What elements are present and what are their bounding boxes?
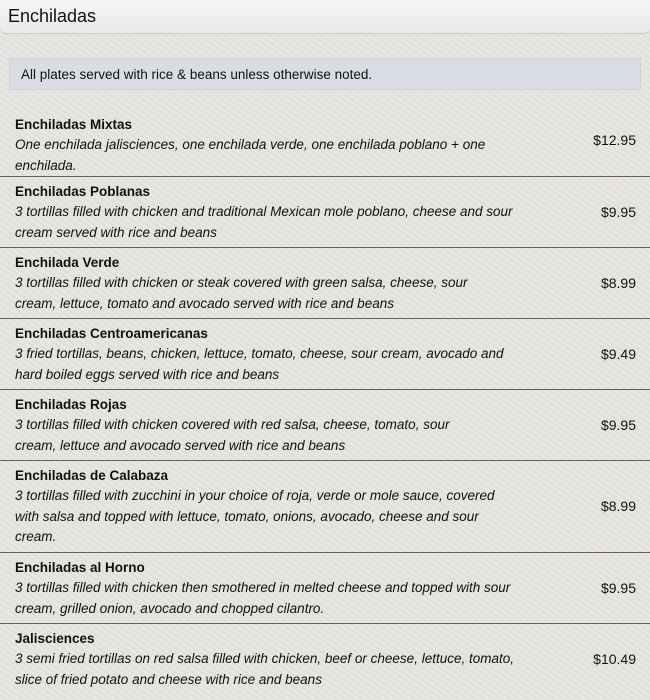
menu-item (0, 319, 650, 390)
item-price: $9.95 (600, 417, 636, 433)
item-description: 3 tortillas filled with chicken then smothered in melted cheese and topped with sour cream, grilled onion, avocado and chopped cilantro. (15, 580, 511, 616)
item-description: 3 tortillas filled with chicken covered with red salsa, cheese, tomato, sour cream, lettuce and avocado served with rice and beans (15, 417, 450, 453)
notice-banner: All plates served with rice & beans unless otherwise noted. (9, 58, 641, 90)
item-description: 3 semi fried tortillas on red salsa filled with chicken, beef or cheese, lettuce, tomato, slice of fried potato and cheese with rice and beans (15, 651, 514, 687)
menu-item (0, 248, 650, 319)
menu-item (0, 624, 650, 695)
menu-item (0, 553, 650, 624)
item-description: 3 tortillas filled with zucchini in your choice of roja, verde or mole sauce, covered with salsa and topped with lettuce, tomato, onions, avocado, cheese and sour cream. (15, 488, 495, 544)
item-name: Enchiladas Mixtas (15, 117, 133, 132)
menu-item (0, 177, 650, 248)
item-price: $12.95 (593, 132, 636, 148)
item-price: $8.99 (600, 275, 636, 291)
item-price: $9.49 (600, 346, 636, 362)
section-title: Enchiladas (8, 6, 97, 26)
item-description: 3 tortillas filled with chicken and traditional Mexican mole poblano, cheese and sour cream served with rice and beans (15, 204, 513, 240)
item-price: $10.49 (593, 651, 636, 667)
item-name: Enchiladas de Calabaza (15, 468, 169, 483)
item-name: Enchilada Verde (15, 255, 120, 270)
item-price: $9.95 (600, 580, 636, 596)
menu-list (0, 110, 650, 695)
item-name: Enchiladas Rojas (15, 397, 127, 412)
item-name: Enchiladas Centroamericanas (15, 326, 208, 341)
menu-item (0, 110, 650, 177)
menu-item (0, 390, 650, 461)
item-name: Enchiladas al Horno (15, 560, 145, 575)
item-price: $9.95 (600, 204, 636, 220)
item-price: $8.99 (600, 498, 636, 514)
item-name: Enchiladas Poblanas (15, 184, 151, 199)
item-name: Jalisciences (15, 631, 95, 646)
item-description: One enchilada jalisciences, one enchilada verde, one enchilada poblano + one enchilada. (15, 137, 486, 173)
item-description: 3 tortillas filled with chicken or steak covered with green salsa, cheese, sour cream, lettuce, tomato and avocado served with rice and beans (15, 275, 468, 311)
section-header (0, 0, 650, 34)
item-description: 3 fried tortillas, beans, chicken, lettuce, tomato, cheese, sour cream, avocado and hard boiled eggs served with rice and beans (15, 346, 504, 382)
menu-item (0, 461, 650, 553)
